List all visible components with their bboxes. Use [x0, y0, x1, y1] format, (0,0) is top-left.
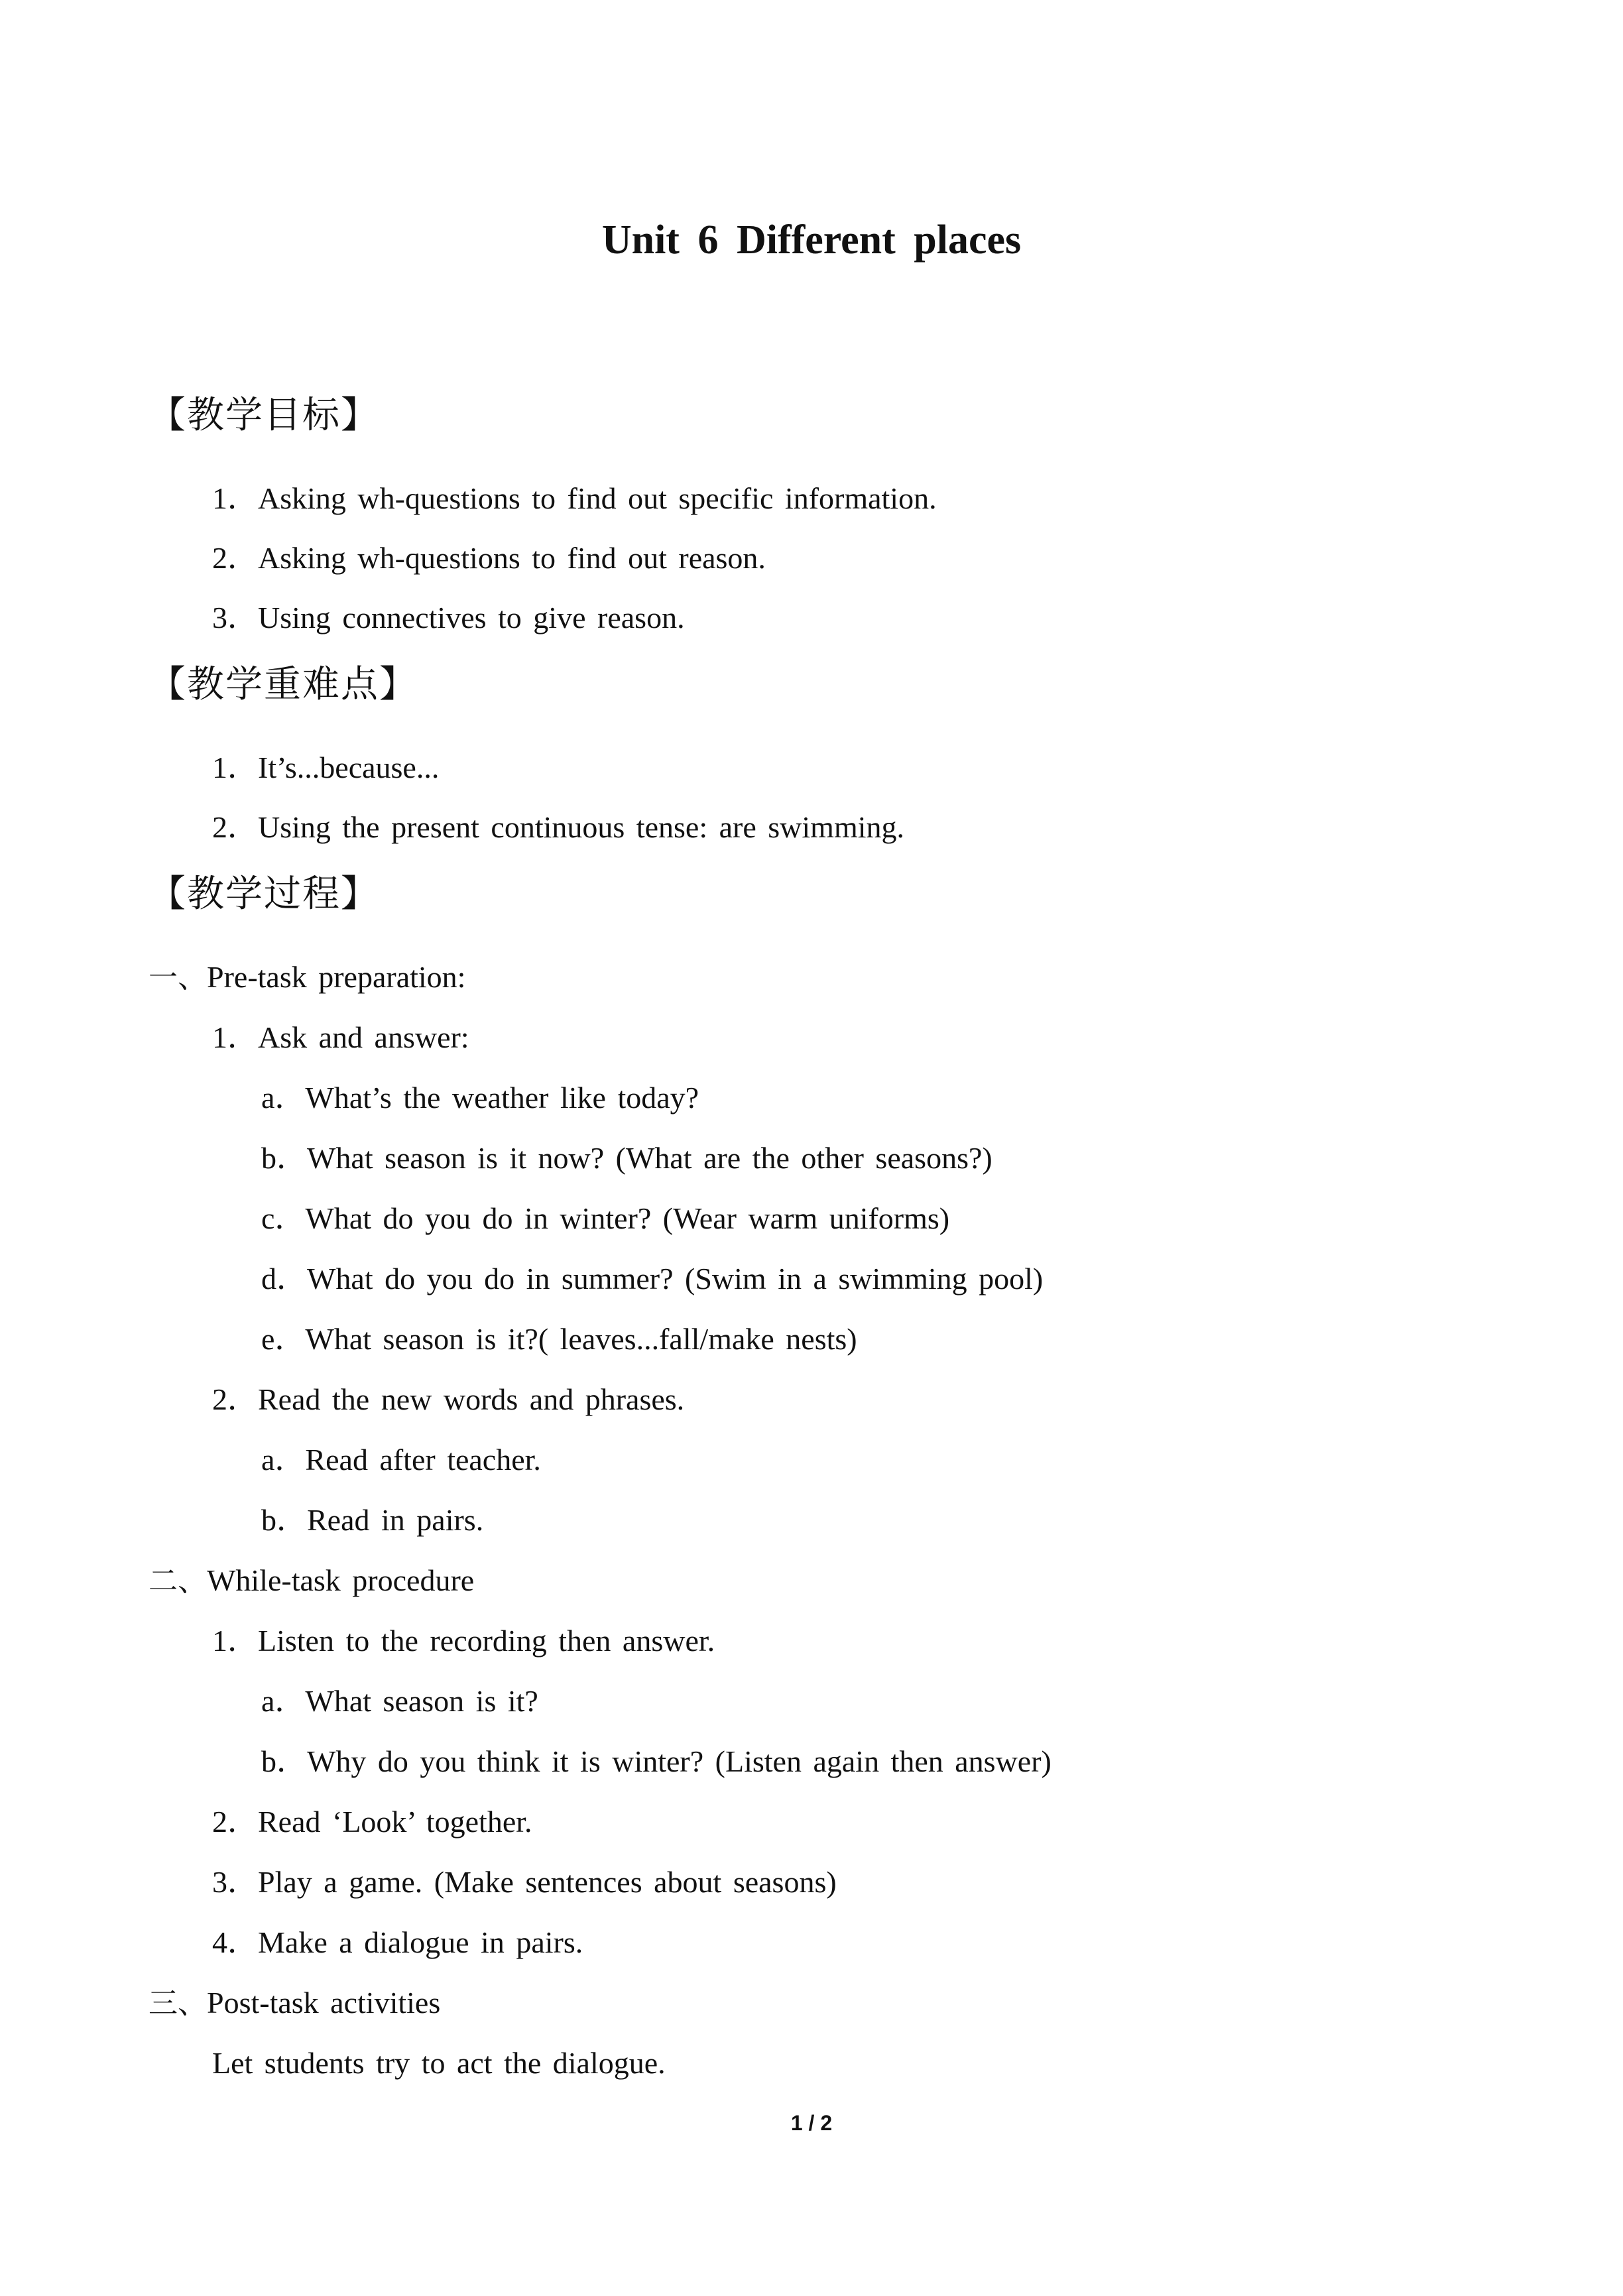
key-point-item [212, 808, 904, 847]
key-point-num: 1． [212, 751, 258, 784]
step-text: Read ‘Look’ together. [258, 1805, 532, 1839]
sub-num: b． [261, 1141, 307, 1175]
section-num: 三、 [149, 1986, 207, 2020]
objective-text: Asking wh-questions to find out specific information. [258, 481, 937, 515]
step-text: Read the new words and phrases. [258, 1382, 685, 1416]
sub-text: What do you do in summer? (Swim in a swimming pool) [307, 1262, 1044, 1296]
sub-num: a． [261, 1443, 306, 1477]
key-point-text: It’s...because... [258, 751, 440, 784]
sub-item [261, 1500, 483, 1540]
step-item [212, 1621, 715, 1661]
sub-num: c． [261, 1201, 306, 1235]
section-title: Post-task activities [207, 1986, 441, 2020]
step-item [212, 1802, 532, 1842]
step-num: 2． [212, 1382, 258, 1416]
sub-text: Read after teacher. [305, 1443, 541, 1477]
key-point-text: Using the present continuous tense: are swimming. [258, 810, 905, 844]
step-item [212, 1380, 684, 1420]
sub-item [261, 1681, 538, 1721]
sub-num: a． [261, 1684, 306, 1718]
step-text: Ask and answer: [258, 1020, 469, 1054]
objective-item [212, 598, 685, 638]
sub-text: What’s the weather like today? [305, 1081, 699, 1115]
objective-num: 3． [212, 601, 258, 634]
step-num: 1． [212, 1624, 258, 1658]
step-num: 1． [212, 1020, 258, 1054]
sub-num: e． [261, 1322, 306, 1356]
step-num: 2． [212, 1805, 258, 1839]
heading-key-points: 【教学重难点】 [149, 663, 418, 706]
sub-num: d． [261, 1262, 307, 1296]
section-post-task [149, 1983, 440, 2024]
heading-objectives: 【教学目标】 [149, 394, 379, 437]
sub-item [261, 1440, 541, 1480]
sub-text: Read in pairs. [307, 1503, 484, 1537]
sub-text: What season is it?( leaves...fall/make nests) [305, 1322, 857, 1356]
sub-item [261, 1319, 857, 1359]
section-num: 一、 [149, 961, 207, 995]
sub-text: What season is it? [305, 1684, 538, 1718]
objective-num: 1． [212, 481, 258, 515]
sub-text: Why do you think it is winter? (Listen again then answer) [307, 1744, 1052, 1778]
sub-num: a． [261, 1081, 306, 1115]
step-num: 4． [212, 1925, 258, 1959]
sub-num: b． [261, 1503, 307, 1537]
section-pre-task [149, 957, 465, 998]
step-item [212, 1862, 837, 1902]
sub-item [261, 1259, 1043, 1299]
objective-text: Using connectives to give reason. [258, 601, 685, 634]
step-text: Make a dialogue in pairs. [258, 1925, 583, 1959]
section-while-task [149, 1561, 474, 1601]
sub-text: What season is it now? (What are the other seasons?) [307, 1141, 992, 1175]
section-title: While-task procedure [207, 1563, 475, 1597]
objective-text: Asking wh-questions to find out reason. [258, 541, 766, 575]
step-num: 3． [212, 1865, 258, 1899]
post-task-body: Let students try to act the dialogue. [212, 2046, 666, 2080]
step-text: Listen to the recording then answer. [258, 1624, 715, 1658]
page-number: 1 / 2 [790, 2111, 833, 2135]
objective-num: 2． [212, 541, 258, 575]
sub-item [261, 1078, 699, 1118]
key-point-item [212, 748, 439, 788]
section-title: Pre-task preparation: [207, 960, 466, 994]
key-point-num: 2． [212, 810, 258, 844]
document-title: Unit 6 Different places [601, 217, 1022, 263]
step-item [212, 1923, 583, 1963]
heading-process: 【教学过程】 [149, 873, 379, 916]
sub-item [261, 1742, 1052, 1782]
sub-text: What do you do in winter? (Wear warm uniforms) [305, 1201, 950, 1235]
sub-item [261, 1138, 992, 1178]
step-item [212, 1018, 469, 1057]
objective-item [212, 479, 937, 518]
sub-num: b． [261, 1744, 307, 1778]
objective-item [212, 538, 766, 578]
step-text: Play a game. (Make sentences about seasons) [258, 1865, 837, 1899]
sub-item [261, 1199, 949, 1239]
section-num: 二、 [149, 1564, 207, 1598]
